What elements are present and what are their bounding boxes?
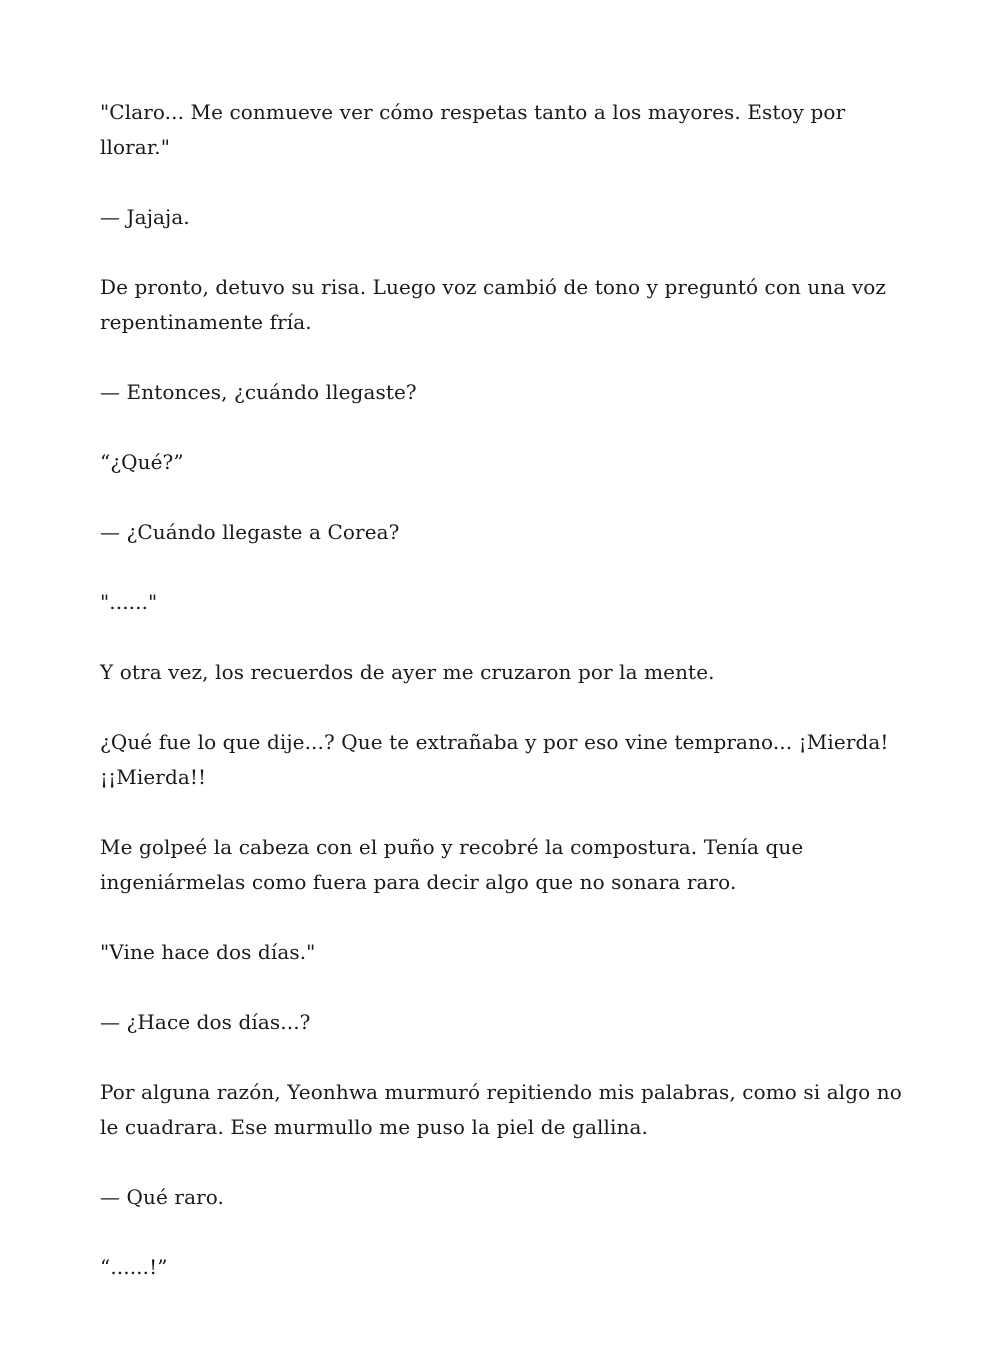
paragraph: — Qué raro. (100, 1185, 225, 1209)
paragraph: "Vine hace dos días." (100, 940, 316, 964)
paragraph: “......!” (100, 1255, 168, 1279)
paragraph: ¿Qué fue lo que dije...? Que te extrañaba y por eso vine temprano... ¡Mierda! ¡¡Mierda!! (100, 730, 889, 789)
paragraph: Por alguna razón, Yeonhwa murmuró repitiendo mis palabras, como si algo no le cuadrara. Ese murmullo me puso la piel de gallina. (100, 1080, 902, 1139)
document-body (100, 95, 910, 1320)
paragraph: — ¿Cuándo llegaste a Corea? (100, 520, 400, 544)
paragraph: "......" (100, 590, 158, 614)
paragraph: — Entonces, ¿cuándo llegaste? (100, 380, 417, 404)
paragraph: De pronto, detuvo su risa. Luego voz cambió de tono y preguntó con una voz repentinamente fría. (100, 275, 887, 334)
paragraph: “¿Qué?” (100, 450, 184, 474)
paragraph: Me golpeé la cabeza con el puño y recobré la compostura. Tenía que ingeniármelas como fuera para decir algo que no sonara raro. (100, 835, 804, 894)
paragraph: Y otra vez, los recuerdos de ayer me cruzaron por la mente. (100, 660, 715, 684)
paragraph: — Jajaja. (100, 205, 190, 229)
paragraph: "Claro... Me conmueve ver cómo respetas tanto a los mayores. Estoy por llorar." (100, 100, 846, 159)
paragraph: — ¿Hace dos días...? (100, 1010, 311, 1034)
